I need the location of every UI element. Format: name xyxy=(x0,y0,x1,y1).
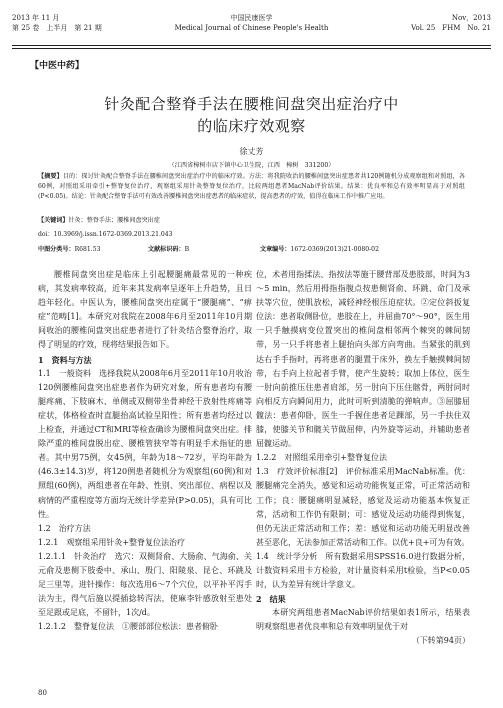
clc-value: R681.53 xyxy=(74,246,101,253)
body-column-left xyxy=(38,268,252,634)
article-no-value: 1672-0369(2013)21-0080-02 xyxy=(290,246,379,253)
abstract-text: 目的：探讨针灸配合整脊手法在腰椎间盘突出症治疗中的临床疗效。方法：将我院收治的腰椎间盘突出症患者共120例随机分成观察组和对照组，各60例，对照组采用牵引+整脊复位治疗，观察组采用针灸整脊复位治疗，比较两组患者MacNab评价结果。结果：优良率和总有效率明显高于对照组(P<0.05)。结论：针灸配合整脊手法可有效改善腰椎间盘突出症患者的临床症状，提高患者的疗效，值得在临床工作中推广应用。 xyxy=(38,173,466,201)
header-volume-en: Vol. 25 FHM No. 21 xyxy=(411,24,491,32)
paragraph: 腰椎间盘突出症是临床上引起腰腿痛最常见的一种疾病，其发病率较高，近年来其发病率呈逐年上升趋势，且日趋年轻化。中医认为，腰椎间盘突出症属于“腰腿痛”、“痹症”范畴[1]。本研究对我院在2008年6月至2011年10月期间收治的腰椎间盘突出症患者进行了针灸结合整脊治疗，取得了明显的疗效，现将结果报告如下。 xyxy=(38,270,252,350)
header-right xyxy=(411,13,491,33)
paragraph: 本研究两组患者MacNab评价结果如表1所示，结果表明观察组患者优良率和总有效率明显优于对 xyxy=(256,608,470,632)
clc-label: 中图分类号： xyxy=(38,246,75,253)
continued-note: （下转第94页） xyxy=(411,636,470,646)
header-date: 2013 年 11 月 xyxy=(12,14,60,22)
column-label: 【中医中药】 xyxy=(30,61,85,71)
doc-code-value: B xyxy=(184,246,190,253)
paragraph: 1.2.2 对照组采用牵引+整脊复位法 xyxy=(256,453,388,463)
keywords-text: 针灸；整脊手法；腰椎间盘突出症 xyxy=(68,217,160,224)
paragraph: 1.3 疗效评价标准[2] 评价标准采用MacNab标准。优：腰腿痛完全消失，感觉和运动功能恢复正常，可正常活动和工作；良：腰腿痛明显减轻，感觉及运动功能基本恢复正常，活动和工作仍有限制；可：感觉及运动功能得到恢复，但仍无法正常活动和工作；差：感觉和运动功能无明显改善甚至恶化，无法参加正常活动和工作。以优+良+可为有效。 xyxy=(256,467,470,547)
doc-code-label: 文献标识码： xyxy=(148,246,185,253)
author: 徐丈芳 xyxy=(239,147,264,156)
doi: doi：10.3969/j.issn.1672-0369.2013.21.043 xyxy=(38,231,173,238)
article-title-line1: 针灸配合整脊手法在腰椎间盘突出症治疗中 xyxy=(104,95,399,113)
journal-name-cn: 中国民康医学 xyxy=(230,14,273,22)
header-date-en: Nov，2013 xyxy=(451,14,491,22)
paragraph: 1.4 统计学分析 所有数据采用SPSS16.0进行数据分析，计数资料采用卡方检验，对计量资料采用t检验，当P<0.05时，认为差异有统计学意义。 xyxy=(256,551,470,590)
keywords xyxy=(38,215,160,224)
article-no-label: 文章编号： xyxy=(260,246,291,253)
paragraph: 2 结果 xyxy=(256,594,286,605)
running-header xyxy=(12,13,491,43)
affiliation: （江西省樟树市店下镇中心卫生院，江西 樟树 331200） xyxy=(168,162,335,169)
header-rule-thin xyxy=(12,48,491,49)
paragraph: 位，术者用指揉法、指按法等施于腰背部及患肢部，时间为3～5 min，然后用拇指指腹点按患侧肾俞、环跳、命门及承扶等穴位，使肌放松，减轻神经根压迫症状。②定位斜扳复位法：患者取侧卧位，患肢在上，并屈曲70°～90°，医生用一只手触摸病变位置突出的椎间盘相邻两个棘突的棘间韧带，另一只手将患者上腿抬向头部方向弯曲。当紧张的肌到达右手手指时，再将患者的腿置于床外，换左手触摸棘间韧带，右手向上拉起者手臂，使产生旋转；取加上体位，医生一肘向前推压住患者肩部，另一肘向下压住髂骨，两肘同时向相反方向瞬间用力，此时可听到清脆的弹响声。③屈膝屈髋法：患者仰卧，医生一手握住患者足踝部，另一手扶住双膝，使膝关节和髋关节做屈伸，内外旋等运动，并辅助患者屈髋运动。 xyxy=(256,270,470,449)
journal-name-en: Medical Journal of Chinese People's Health xyxy=(174,24,329,32)
paragraph: 1.1 一般资料 选择我院从2008年6月至2011年10月收治120例腰椎间盘突出症患者作为研究对象，所有患者均有腰腿疼痛、下肢麻木、单侧或双侧带坐骨神经干放射性疼痛等症状，体格检查时直腿抬高试验呈阳性；所有患者均经过以上检查，并通过CT和MRI等检查确诊为腰椎间盘突出症。排除严重的椎间盘脱出症、腰椎管狭窄等有明显手术指征的患者。其中男75例，女45例，年龄为18～72岁，平均年龄为(46.3±14.3)岁，将120例患者随机分为观察组(60例)和对照组(60例)，两组患者在年龄、性别、突出部位、病程以及病情的严重程度等方面均无统计学差异(P>0.05)，具有可比性。 xyxy=(38,368,252,519)
abstract xyxy=(38,172,465,203)
paragraph: 1.2.1 观察组采用针灸+整脊复位法治疗 xyxy=(38,537,186,547)
header-volume: 第 25 卷 上半月 第 21 期 xyxy=(12,24,102,32)
body-column-right xyxy=(256,268,470,649)
abstract-label: 【摘要】 xyxy=(38,173,63,180)
paragraph: 1.2.1.1 针灸治疗 选穴：双侧肾俞、大肠俞、气海俞、关元俞及患侧下肢委中、承山、殷门、阳陵泉、昆仑、环跳及足三里等。进针操作：每次选用6～7个穴位，以平补平泻手法为主，得气后施以提插捻转泻法，使麻李针感放射至患处至足跟或足底，不留针，1次/d。 xyxy=(38,551,252,618)
article-title-line2: 的临床疗效观察 xyxy=(197,117,306,135)
paragraph: 1 资料与方法 xyxy=(38,354,92,365)
paragraph: 1.2.1.2 整脊复位法 ①腰部部位松法：患者俯卧 xyxy=(38,622,218,632)
keywords-label: 【关键词】 xyxy=(38,217,69,224)
page-number: 80 xyxy=(38,689,47,697)
paragraph: 1.2 治疗方法 xyxy=(38,523,91,533)
header-rule xyxy=(12,45,491,46)
